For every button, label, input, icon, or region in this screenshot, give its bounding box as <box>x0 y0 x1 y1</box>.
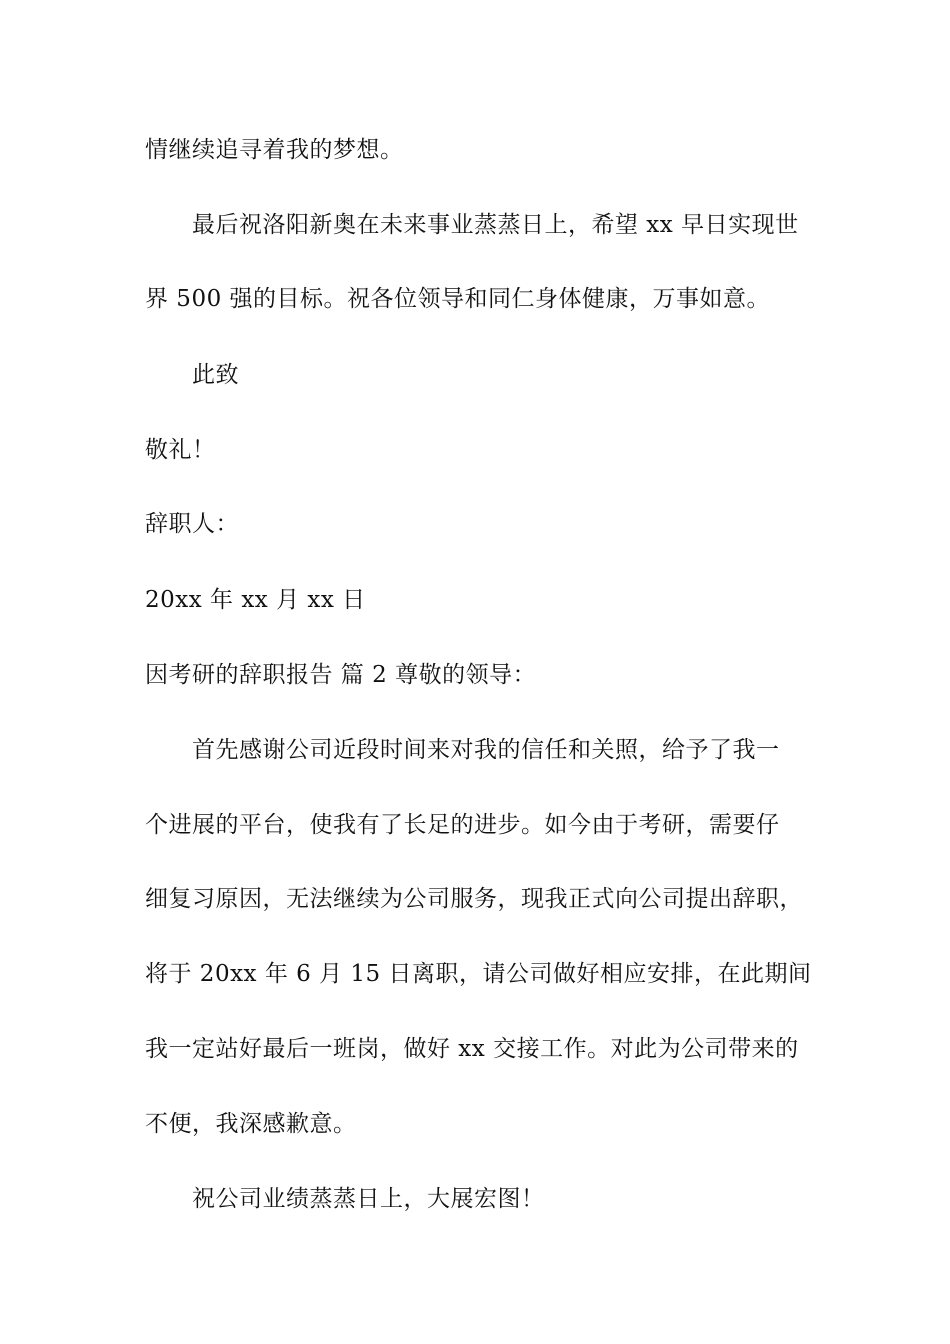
paragraph-line: 不便，我深感歉意。 <box>145 1111 357 1137</box>
paragraph-line: 祝公司业绩蒸蒸日上，大展宏图！ <box>192 1186 545 1212</box>
resigner-label: 辞职人： <box>145 511 239 537</box>
section-heading: 因考研的辞职报告 篇 2 尊敬的领导： <box>145 662 537 688</box>
paragraph-line: 界 500 强的目标。祝各位领导和同仁身体健康，万事如意。 <box>145 286 771 312</box>
paragraph-line: 个进展的平台，使我有了长足的进步。如今由于考研，需要仔 <box>145 812 780 838</box>
paragraph-line: 我一定站好最后一班岗，做好 xx 交接工作。对此为公司带来的 <box>145 1036 799 1062</box>
closing-salutation: 此致 <box>192 362 239 388</box>
paragraph-line: 首先感谢公司近段时间来对我的信任和关照，给予了我一 <box>192 737 780 763</box>
paragraph-line: 情继续追寻着我的梦想。 <box>145 137 404 163</box>
paragraph-line: 细复习原因，无法继续为公司服务，现我正式向公司提出辞职， <box>145 886 803 912</box>
closing-regards: 敬礼！ <box>145 437 216 463</box>
date-line: 20xx 年 xx 月 xx 日 <box>145 587 366 613</box>
paragraph-line: 最后祝洛阳新奥在未来事业蒸蒸日上，希望 xx 早日实现世 <box>192 212 799 238</box>
paragraph-line: 将于 20xx 年 6 月 15 日离职，请公司做好相应安排，在此期间 <box>145 961 812 987</box>
